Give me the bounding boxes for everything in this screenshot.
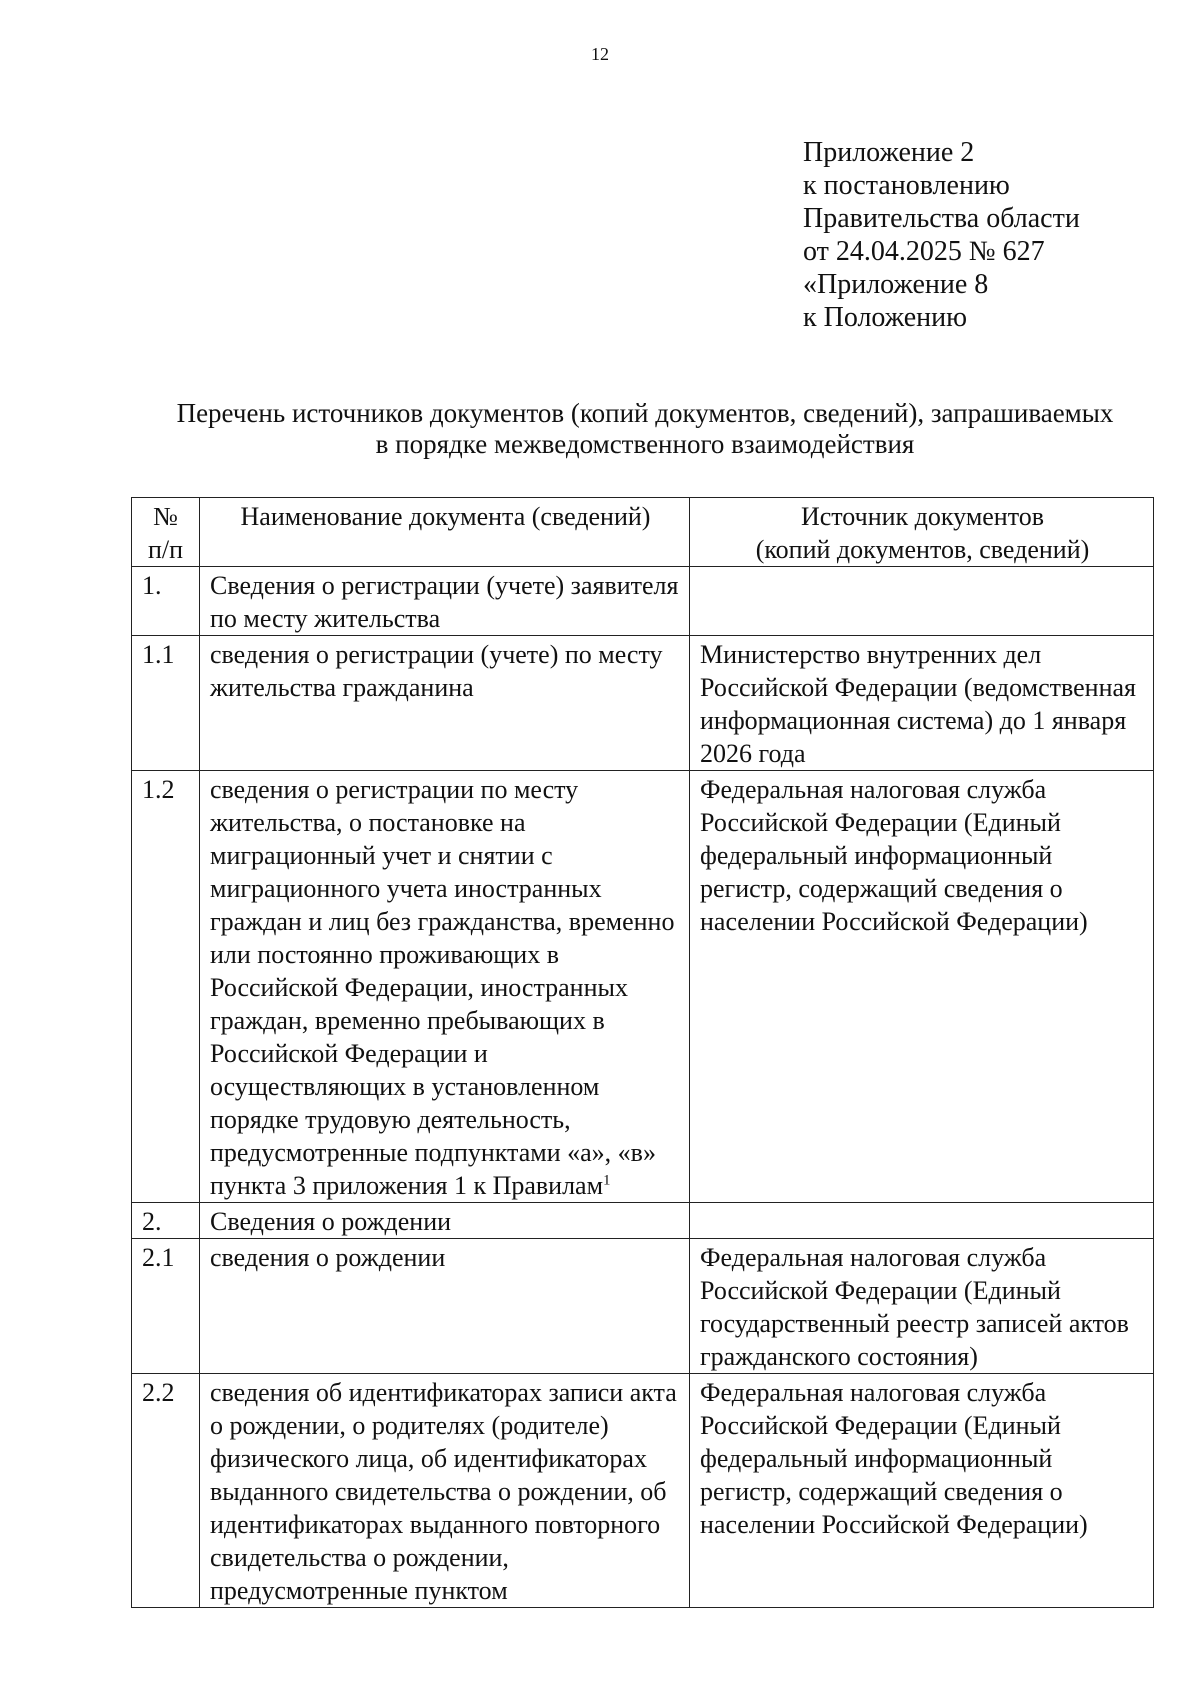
table-header-row — [132, 498, 1154, 567]
appendix-line: от 24.04.2025 № 627 — [803, 236, 1045, 267]
table-row — [132, 1374, 1154, 1608]
footnote-marker: 1 — [603, 1172, 611, 1189]
row-document-name: сведения об идентификаторах записи акта о рождении, о родителях (родителе) физического лица, об идентификаторах выданного свидетельства о рождении, об идентификаторах выданного повторного свидетельства о рождении, предусмотренные пунктом — [200, 1374, 690, 1608]
title-line-1: Перечень источников документов (копий документов, сведений), запрашиваемых — [176, 398, 1114, 428]
row-number: 2.2 — [132, 1374, 200, 1608]
table-row — [132, 1239, 1154, 1374]
row-document-name: сведения о рождении — [200, 1239, 690, 1374]
page-number: 12 — [591, 44, 609, 64]
appendix-line: «Приложение 8 — [803, 269, 989, 300]
table-row — [132, 771, 1154, 1203]
appendix-line: Правительства области — [803, 203, 1080, 234]
row-document-name: Сведения о регистрации (учете) заявителя по месту жительства — [200, 567, 690, 636]
header-number: № п/п — [132, 498, 200, 567]
table-row — [132, 636, 1154, 771]
header-document-name: Наименование документа (сведений) — [200, 498, 690, 567]
row-number: 2.1 — [132, 1239, 200, 1374]
title-line-2: в порядке межведомственного взаимодействия — [375, 429, 915, 459]
appendix-line: к Положению — [803, 302, 968, 333]
row-source: Министерство внутренних дел Российской Федерации (ведомственная информационная система) до 1 января 2026 года — [690, 636, 1154, 771]
row-document-name: сведения о регистрации (учете) по месту жительства гражданина — [200, 636, 690, 771]
row-document-name: сведения о регистрации по месту жительства, о постановке на миграционный учет и снятии с миграционного учета иностранных граждан и лиц без гражданства, временно или постоянно проживающих в Российской Федерации, иностранных граждан, временно пребывающих в Российской Федерации и осуществляющих в установленном порядке трудовую деятельность, предусмотренные подпунктами «а», «в» пункта 3 приложения 1 к Правилам$^1$ — [200, 771, 690, 1203]
table-row — [132, 567, 1154, 636]
row-number: 1.1 — [132, 636, 200, 771]
documents-table — [131, 497, 1154, 1608]
row-number: 1. — [132, 567, 200, 636]
row-source: Федеральная налоговая служба Российской Федерации (Единый федеральный информационный регистр, содержащий сведения о населении Российской Федерации) — [690, 1374, 1154, 1608]
row-source — [690, 1203, 1154, 1239]
row-number: 1.2 — [132, 771, 200, 1203]
row-source: Федеральная налоговая служба Российской Федерации (Единый государственный реестр записей актов гражданского состояния) — [690, 1239, 1154, 1374]
appendix-line: Приложение 2 — [803, 137, 975, 168]
row-document-name: Сведения о рождении — [200, 1203, 690, 1239]
row-source — [690, 567, 1154, 636]
table-row — [132, 1203, 1154, 1239]
header-source: Источник документов (копий документов, сведений) — [690, 498, 1154, 567]
appendix-line: к постановлению — [803, 170, 1010, 201]
appendix-block — [803, 136, 1080, 334]
row-source: Федеральная налоговая служба Российской Федерации (Единый федеральный информационный регистр, содержащий сведения о населении Российской Федерации) — [690, 771, 1154, 1203]
row-number: 2. — [132, 1203, 200, 1239]
document-title — [100, 398, 1190, 460]
